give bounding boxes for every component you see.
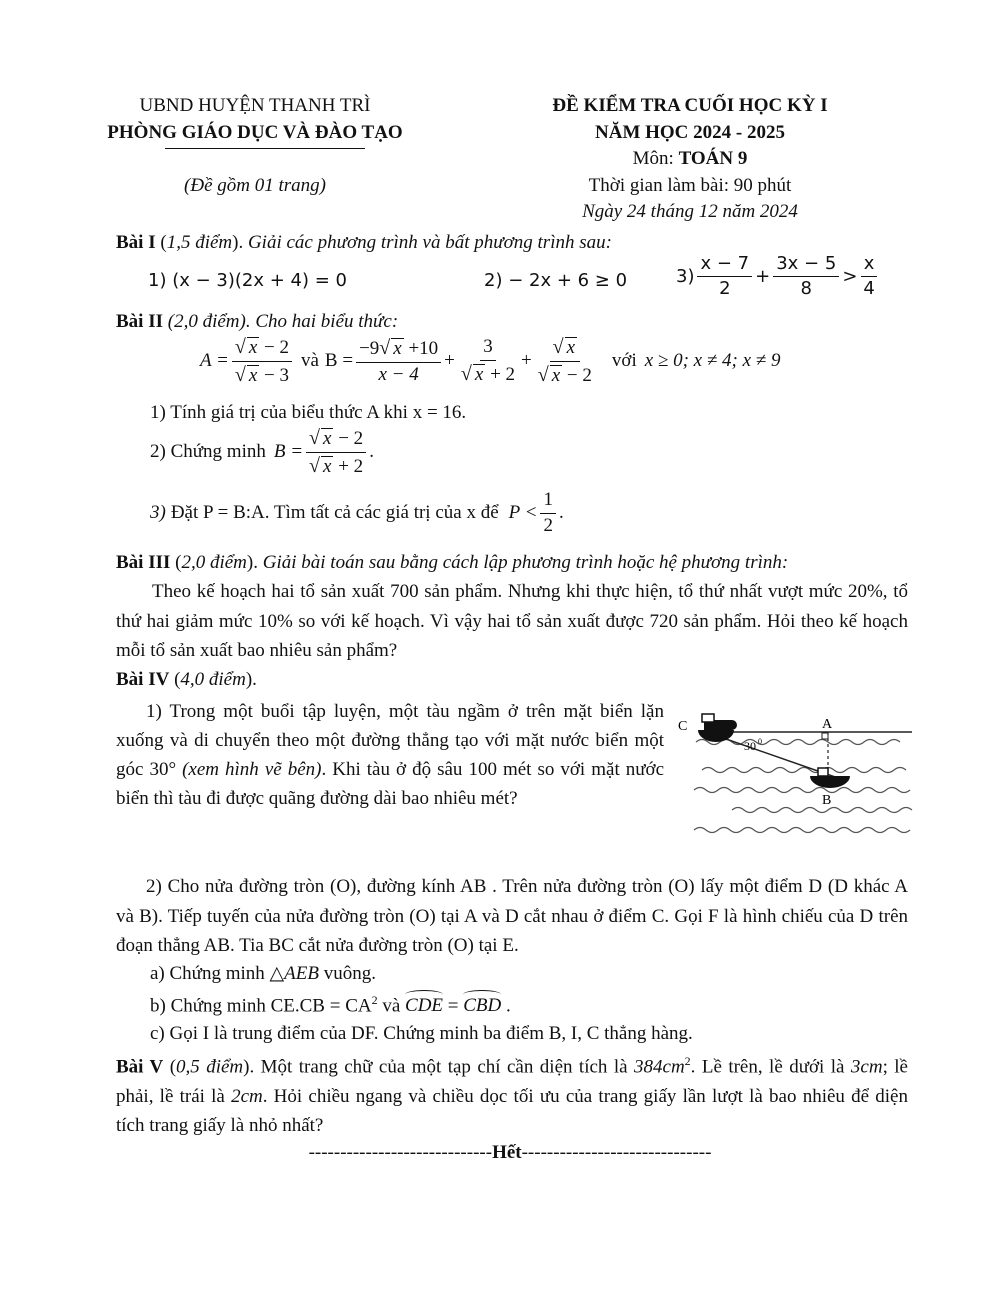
- p1-text: 1) Trong một buổi tập luyện, một tàu ngầm ở trên mặt biển lặn xuống và di chuyển theo một đường thẳng tạo với mặt nước biển một góc 30°: [116, 701, 664, 780]
- plus-sign: +: [444, 349, 455, 371]
- p1-text-end: . Khi tàu ở độ sâu 100 mét so với mặt nước biển thì tàu đi được quãng đường dài bao nhiêu mét?: [116, 759, 665, 809]
- subject-label: Môn:: [632, 148, 679, 169]
- q2-frac: $\frac{√ x - 2}{√ x + 2}$: [306, 427, 366, 478]
- bai4-label: Bài IV: [116, 669, 170, 690]
- b-eq: =: [443, 995, 464, 1017]
- radicand: x: [393, 338, 402, 359]
- arc-cbd: CBD: [463, 995, 502, 1017]
- b-sup: 2: [371, 993, 378, 1007]
- bai4-b: [150, 993, 511, 1018]
- school-year: NĂM HỌC 2024 - 2025: [595, 122, 785, 143]
- radicand: x: [248, 337, 258, 358]
- bai5-text-3: ; lề phải, lề trái là: [116, 1056, 908, 1107]
- submarine-top-tower: [702, 714, 714, 722]
- bai3-heading: Bài III (2,0 điểm). Giải bài toán sau bằng cách lập phương trình hoặc hệ phương trình:: [116, 552, 789, 573]
- expr-a-lhs: A =: [200, 349, 229, 371]
- bai2-expressions: [200, 336, 780, 387]
- dash-right: ------------------------------: [521, 1142, 712, 1163]
- bai5-points: 0,5 điểm: [176, 1056, 244, 1078]
- end-word: Hết: [492, 1142, 522, 1163]
- bai5-area: 384cm: [634, 1056, 685, 1078]
- q2-lhs: B =: [273, 440, 304, 462]
- dash-left: -----------------------------: [308, 1142, 493, 1163]
- b-dot: .: [501, 995, 511, 1017]
- bai1-points: 1,5 điểm: [166, 232, 233, 253]
- plus-sign: +: [755, 265, 771, 287]
- bai1-heading: Bài I (1,5 điểm). Giải các phương trình và bất phương trình sau:: [116, 232, 612, 253]
- wave-row-2: [702, 768, 906, 773]
- bai1-q3: [676, 254, 881, 299]
- radicand: x: [323, 428, 332, 449]
- frac-rest: + 2: [333, 455, 364, 477]
- bai4-c: c) Gọi I là trung điểm của DF. Chứng minh ba điểm B, I, C thẳng hàng.: [150, 1023, 693, 1044]
- exam-title: ĐỀ KIỂM TRA CUỐI HỌC KỲ I: [552, 95, 828, 116]
- bai3-prompt: Giải bài toán sau bằng cách lập phương trình hoặc hệ phương trình:: [262, 552, 789, 573]
- school-authority: UBND HUYỆN THANH TRÌ: [139, 95, 371, 116]
- bai5-text-2: . Lề trên, lề dưới là: [690, 1056, 851, 1078]
- gt-sign: >: [842, 265, 858, 287]
- condition: x ≥ 0; x ≠ 4; x ≠ 9: [644, 349, 781, 371]
- arc-cde: CDE: [405, 995, 444, 1017]
- bai5-margin-2: 2cm: [231, 1085, 263, 1107]
- frac-rest: − 2: [333, 428, 364, 449]
- frac-rest: + 2: [485, 363, 516, 385]
- bai2-label: Bài II: [116, 311, 163, 332]
- bai5-margin-1: 3cm: [850, 1056, 883, 1078]
- q3-lhs: P <: [508, 501, 538, 523]
- frac-den: 8: [800, 277, 812, 299]
- time-limit: Thời gian làm bài: 90 phút: [588, 175, 792, 196]
- angle-label: 30: [744, 739, 756, 753]
- bai4-heading: Bài IV (4,0 điểm).: [116, 669, 257, 690]
- wave-row-4: [732, 808, 912, 813]
- bai4-points: 4,0 điểm: [180, 669, 246, 690]
- bai2-heading: Bài II (2,0 điểm). Cho hai biểu thức:: [116, 311, 399, 332]
- bai3-text: Theo kế hoạch hai tổ sản xuất 700 sản phẩm. Nhưng khi thực hiện, tổ thứ nhất vượt mức 20%, tổ thứ hai giảm mức 10% so với kế hoạch. Vì vậy hai tổ sản xuất được 720 sản phẩm. Hỏi theo kế hoạch mỗi tổ sản xuất bao nhiêu sản phẩm?: [116, 581, 908, 661]
- q3-frac: [540, 490, 556, 537]
- bai2-q2: [150, 427, 374, 478]
- right-angle-mark: [822, 733, 828, 739]
- submarine-bottom-tower: [818, 768, 828, 776]
- b-and: và: [377, 995, 406, 1017]
- frac-num: 3: [480, 337, 496, 361]
- radicand: x: [566, 337, 576, 358]
- bai1-q3-frac1: [697, 254, 752, 299]
- b-pre: b) Chứng minh CE.CB = CA: [150, 995, 372, 1017]
- a-pre: a) Chứng minh: [150, 963, 270, 984]
- q3-number: 3): [150, 501, 166, 523]
- label-a: A: [822, 717, 833, 732]
- q2-prefix: 2) Chứng minh: [150, 440, 266, 462]
- p1-figure-ref: (xem hình vẽ bên): [182, 759, 322, 780]
- expr-b-frac2: $\frac{3}{√ x + 2}$: [460, 336, 516, 385]
- end-marker: [200, 1142, 820, 1165]
- bai1-q1: 1) (x − 3)(2x + 4) = 0: [148, 270, 347, 291]
- expr-a: $\frac{√ x - 2}{√ x - 3}$: [232, 336, 292, 387]
- bai1-q2: 2) − 2x + 6 ≥ 0: [484, 270, 628, 291]
- frac-rest: − 3: [259, 364, 289, 386]
- expr-b-frac3: $\frac{√ x}{√ x - 2}$: [537, 336, 592, 386]
- frac-num: 1: [540, 490, 556, 514]
- bai1-q3-prefix: 3): [676, 265, 695, 287]
- angle-degree: 0: [758, 737, 762, 746]
- triangle-aeb: △AEB: [269, 963, 319, 984]
- period: .: [558, 501, 564, 523]
- exam-date: Ngày 24 tháng 12 năm 2024: [582, 201, 798, 222]
- radicand: x: [323, 455, 332, 477]
- frac-den: 4: [863, 277, 875, 299]
- submarine-figure: [672, 706, 942, 846]
- radicand: x: [551, 364, 561, 386]
- bai4-p2: 2) Cho nửa đường tròn (O), đường kính AB . Trên nửa đường tròn (O) lấy một điểm D (D khác A và B). Tiếp tuyến của nửa đường tròn (O) tại A và D cắt nhau ở điểm C. Gọi F là hình chiếu của D trên đoạn thẳng AB. Tia BC cắt nửa đường tròn (O) tại E.: [116, 876, 908, 956]
- submarine-top-icon: [698, 720, 737, 742]
- bai5-text-1: . Một trang chữ của một tạp chí cần diện tích là: [249, 1056, 635, 1078]
- bai1-q3-frac2: [773, 254, 839, 299]
- bai3-points: 2,0 điểm: [181, 552, 247, 573]
- bai1-prompt: Giải các phương trình và bất phương trình sau:: [247, 232, 612, 253]
- bai2-q1: 1) Tính giá trị của biểu thức A khi x = 16.: [150, 402, 467, 423]
- label-c: C: [678, 719, 688, 734]
- bai3-label: Bài III: [116, 552, 171, 573]
- bai2-prompt: Cho hai biểu thức:: [255, 311, 399, 332]
- page-count-note: (Đề gồm 01 trang): [184, 175, 326, 196]
- submarine-bottom-icon: [810, 776, 850, 788]
- wave-row-5: [694, 828, 910, 833]
- frac-num: 3x − 5: [773, 254, 839, 277]
- bai4-a: [150, 963, 376, 986]
- bai5-label: Bài V: [116, 1056, 164, 1078]
- frac-rest: − 2: [259, 337, 289, 358]
- and-word: và: [300, 349, 319, 371]
- frac-rest: − 2: [562, 364, 592, 386]
- bai5: Bài V (0,5 điểm). Một trang chữ của một tạp chí cần diện tích là $384cm^2$. Lề trên, lề dưới là 3cm; lề phải, lề trái là 2cm. Hỏi chiều ngang và chiều dọc tối ưu của trang giấy lần lượt là bao nhiêu để diện tích trang giấy là nhỏ nhất?: [116, 1054, 908, 1137]
- frac-den: x − 4: [378, 363, 419, 385]
- wave-row-1: [696, 740, 900, 745]
- bai2-points: 2,0 điểm: [174, 311, 240, 332]
- condition-word: với: [611, 349, 637, 371]
- subject-line: [520, 148, 860, 171]
- bai5-text-4: . Hỏi chiều ngang và chiều dọc tối ưu của trang giấy lần lượt là bao nhiêu để diện tích trang giấy là nhỏ nhất?: [116, 1085, 908, 1137]
- a-post: vuông.: [318, 963, 376, 984]
- q3-text: Đặt P = B:A. Tìm tất cả các giá trị của x để: [170, 501, 499, 523]
- bai5-area-sup: 2: [684, 1054, 691, 1068]
- wave-row-3: [694, 788, 910, 793]
- radicand: x: [248, 364, 258, 386]
- frac-part: −9: [359, 338, 380, 359]
- frac-den: 2: [719, 277, 731, 299]
- subject-name: TOÁN 9: [678, 148, 748, 169]
- plus-sign: +: [521, 349, 532, 371]
- expr-b-frac1: $\frac{-9√ x +10}{x - 4}$: [356, 337, 441, 386]
- bai2-q3: [150, 490, 564, 537]
- frac-num: x: [861, 254, 878, 277]
- frac-num: x − 7: [697, 254, 752, 277]
- radicand: x: [474, 363, 484, 385]
- label-b: B: [822, 793, 832, 808]
- frac-den: 2: [543, 514, 553, 536]
- school-department: PHÒNG GIÁO DỤC VÀ ĐÀO TẠO: [107, 122, 403, 143]
- header-underline: [165, 148, 365, 149]
- period: .: [369, 440, 374, 462]
- bai1-q3-frac3: [860, 254, 877, 299]
- bai4-p1: [116, 697, 664, 813]
- expr-b-lhs: B =: [324, 349, 354, 371]
- frac-part: +10: [403, 338, 439, 359]
- bai1-label: Bài I: [116, 232, 156, 253]
- wave-lines: [694, 740, 912, 833]
